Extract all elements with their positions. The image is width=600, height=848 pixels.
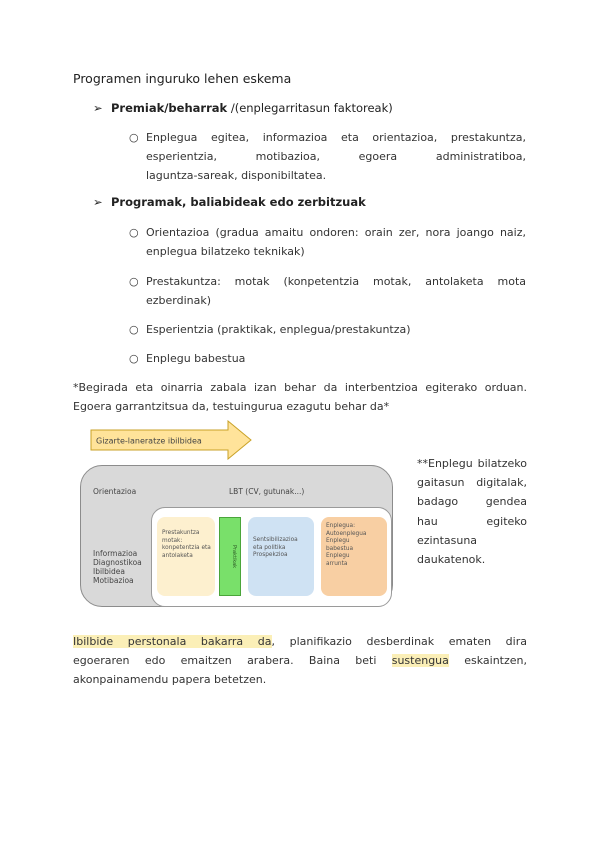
- side-note-line: badago gendea: [417, 495, 527, 509]
- closing-line: [73, 632, 527, 651]
- left-label: Ibilbidea: [93, 567, 125, 576]
- bullet-line: Esperientzia (praktikak, enplegua/prestakuntza): [146, 323, 411, 336]
- left-label: Informazioa: [93, 549, 138, 558]
- card-prestakuntza: [157, 517, 215, 596]
- section-heading-premiak: [93, 101, 393, 115]
- orientazioa-label: Orientazioa: [93, 487, 137, 496]
- bullet-line: Enplegu babestua: [146, 352, 246, 365]
- note-paragraph: [73, 378, 527, 416]
- card-text: Autoenplegua: [326, 530, 367, 537]
- highlighted-text: Ibilbide perstonala bakarra da: [73, 635, 272, 648]
- card-sentsibilizazioa: [248, 517, 314, 596]
- circle-bullet-icon: ○: [129, 352, 139, 365]
- side-note-line: gaitasun digitalak,: [417, 476, 527, 490]
- lbt-label: LBT (CV, gutunak...): [229, 487, 305, 496]
- bullet-line: Enplegua egitea, informazioa eta orientazioa, prestakuntza,: [146, 131, 526, 144]
- heading-bold: Premiak/beharrak: [111, 101, 228, 115]
- card-text: eta politika: [253, 544, 286, 551]
- page-title: Programen inguruko lehen eskema: [73, 71, 292, 86]
- card-text: konpetentzia eta: [162, 545, 211, 551]
- card-text: Prospekzioa: [253, 552, 288, 558]
- circle-bullet-icon: ○: [129, 131, 139, 144]
- closing-text: eskaintzen,: [448, 654, 527, 667]
- heading-rest: /(enplegarritasun faktoreak): [227, 101, 393, 115]
- list-item: [129, 128, 526, 185]
- left-labels: [93, 549, 142, 585]
- section-heading-programak: [93, 195, 366, 209]
- card-text: Enplegu: [326, 538, 350, 544]
- closing-line: akonpainamendu papera betetzen.: [73, 673, 267, 686]
- card-text: Enplegua:: [326, 523, 356, 529]
- closing-text: egoeraren edo emaitzen arabera. Baina beti: [73, 654, 392, 667]
- bullet-line: ezberdinak): [146, 294, 212, 307]
- side-note-line: ezintasuna: [417, 533, 478, 547]
- note-line: Egoera garrantzitsua da, testuingurua ezagutu behar da*: [73, 400, 390, 413]
- side-note-line: daukatenok.: [417, 553, 486, 567]
- card-text: antolaketa: [162, 552, 193, 559]
- closing-text: , planifikazio desberdinak ematen dira: [271, 635, 527, 648]
- bullet-line: esperientzia, motibazioa, egoera administratiboa,: [146, 150, 526, 163]
- bullet-line: Orientazioa (gradua amaitu ondoren: orain zer, nora joango naiz,: [146, 226, 526, 239]
- card-enplegua: [321, 517, 387, 596]
- pathway-arrow: [90, 420, 252, 460]
- card-text: Praktikak: [231, 545, 237, 569]
- heading-bold: Programak, baliabideak edo zerbitzuak: [111, 195, 366, 209]
- note-line: *Begirada eta oinarria zabala izan behar da interbentzioa egiterako orduan.: [73, 381, 527, 394]
- closing-paragraph: [73, 632, 527, 689]
- left-label: Diagnostikoa: [93, 558, 142, 567]
- list-item: [129, 349, 526, 368]
- left-label: Motibazioa: [93, 576, 134, 585]
- card-text: Enplegu: [326, 553, 350, 559]
- bullet-line: enplegua bilatzeko teknikak): [146, 245, 305, 258]
- inner-panel: [151, 507, 392, 607]
- card-text: motak:: [162, 537, 183, 544]
- card-text: babestua: [326, 545, 353, 552]
- circle-bullet-icon: ○: [129, 275, 139, 288]
- arrow-bullet-icon: ➢: [93, 195, 103, 209]
- card-text: Prestakuntza: [162, 530, 200, 536]
- card-text: arrunta: [326, 560, 348, 567]
- circle-bullet-icon: ○: [129, 226, 139, 239]
- circle-bullet-icon: ○: [129, 323, 139, 336]
- arrow-bullet-icon: ➢: [93, 101, 103, 115]
- card-praktikak: [219, 517, 241, 596]
- list-item: [129, 223, 526, 261]
- bullet-line: laguntza-sareak, disponibiltatea.: [146, 169, 327, 182]
- list-item: [129, 272, 526, 310]
- highlighted-text: sustengua: [391, 654, 449, 667]
- list-item: [129, 320, 526, 339]
- closing-line: [73, 651, 527, 670]
- arrow-label: Gizarte-laneratze ibilbidea: [96, 436, 202, 446]
- card-text: Sentsibilizazioa: [253, 537, 298, 543]
- pathway-diagram: [80, 465, 393, 607]
- bullet-line: Prestakuntza: motak (konpetentzia motak, antolaketa mota: [146, 275, 526, 288]
- side-note-line: hau egiteko: [417, 514, 527, 528]
- side-note: [417, 454, 527, 569]
- side-note-line: **Enplegu bilatzeko: [417, 457, 527, 470]
